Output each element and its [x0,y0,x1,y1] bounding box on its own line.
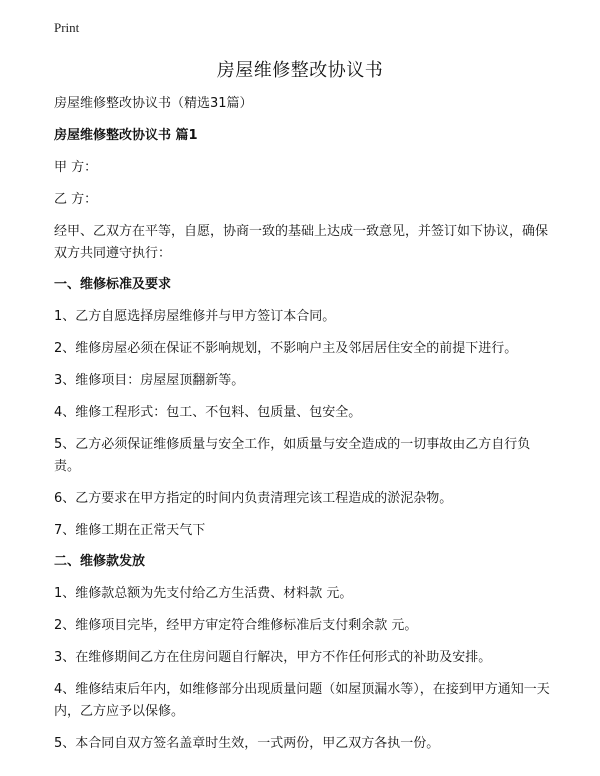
document-body [54,93,554,755]
document-title: 房屋维修整改协议书 [216,60,384,81]
document-subtitle: 房屋维修整改协议书（精选31篇） [54,96,253,111]
list-item: 6、乙方要求在甲方指定的时间内负责清理完该工程造成的淤泥杂物。 [54,491,453,506]
party-b-line: 乙 方： [54,192,98,207]
list-item: 2、维修房屋必须在保证不影响规划，不影响户主及邻居居住安全的前提下进行。 [54,341,518,356]
list-item: 4、维修结束后年内，如维修部分出现质量问题（如屋顶漏水等），在接到甲方通知一天内，乙方应予以保修。 [54,682,550,719]
print-link[interactable]: Print [54,20,80,35]
party-a-line: 甲 方： [54,160,98,175]
list-item: 7、维修工期在正常天气下 [54,523,206,538]
list-item: 4、维修工程形式：包工、不包料、包质量、包安全。 [54,405,362,420]
list-item: 3、在维修期间乙方在住房问题自行解决，甲方不作任何形式的补助及安排。 [54,650,492,665]
heading-standards: 一、维修标准及要求 [54,277,172,292]
heading-payment: 二、维修款发放 [54,554,146,569]
list-item: 5、乙方必须保证维修质量与安全工作，如质量与安全造成的一切事故由乙方自行负责。 [54,437,531,474]
list-item: 5、本合同自双方签名盖章时生效，一式两份，甲乙双方各执一份。 [54,736,440,751]
list-item: 2、维修项目完毕，经甲方审定符合维修标准后支付剩余款 元。 [54,618,418,633]
list-item: 1、维修款总额为先支付给乙方生活费、材料款 元。 [54,586,353,601]
section-title: 房屋维修整改协议书 篇1 [54,128,198,143]
list-item: 3、维修项目：房屋屋顶翻新等。 [54,373,245,388]
list-item: 1、乙方自愿选择房屋维修并与甲方签订本合同。 [54,309,336,324]
intro-paragraph: 经甲、乙双方在平等，自愿，协商一致的基础上达成一致意见，并签订如下协议，确保双方共同遵守执行： [54,224,549,261]
